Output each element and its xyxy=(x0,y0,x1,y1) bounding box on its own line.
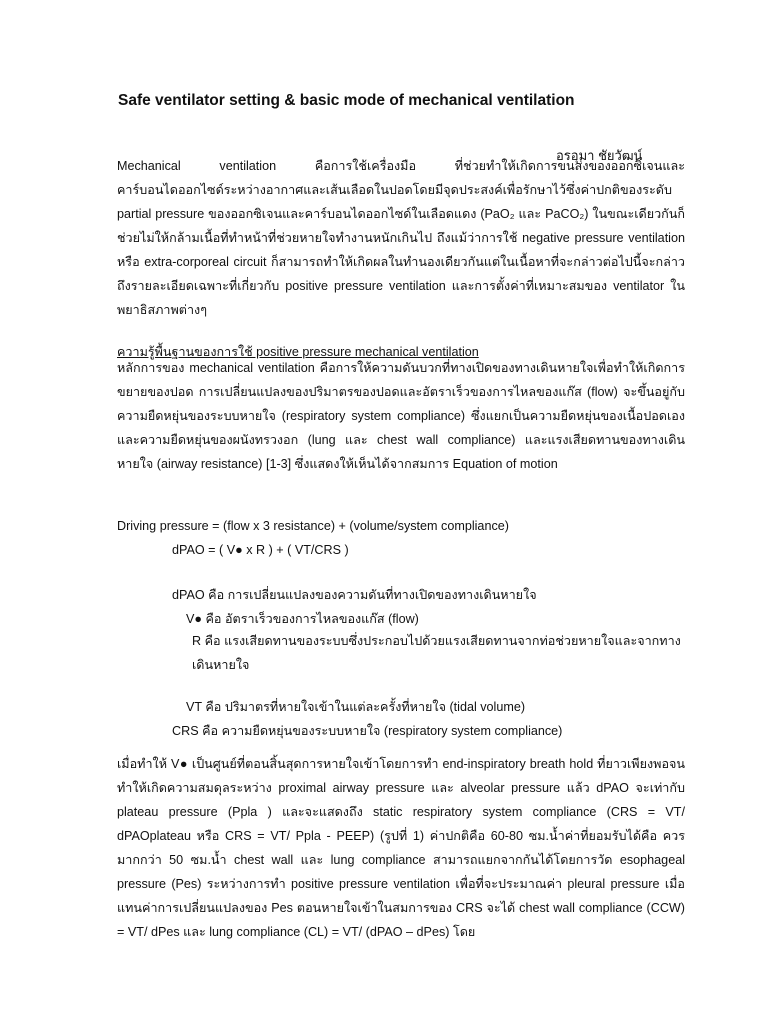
definition-tidal-volume: VT คือ ปริมาตรที่หายใจเข้าในแต่ละครั้งที่หายใจ (tidal volume) xyxy=(186,700,526,714)
section-paragraph: หลักการของ mechanical ventilation คือการให้ความดันบวกที่ทางเปิดของทางเดินหายใจเพื่อทำให้เกิดการขยายของปอด การเปลี่ยนแปลงของปริมาตรของปอดและอัตราเร็วของการไหลของแก๊ส (flow) จะขึ้นอยู่กับความยืดหยุ่นของระบบหายใจ (respiratory system compliance) ซึ่งแยกเป็นความยืดหยุ่นของเนื้อปอดเองและความยืดหยุ่นของผนังทรวงอก (lung และ chest wall compliance) และแรงเสียดทานของทางเดินหายใจ (airway resistance) [1-3] ซึ่งแสดงให้เห็นได้จากสมการ Equation of motion xyxy=(117,361,685,471)
document-title: Safe ventilator setting & basic mode of mechanical ventilation xyxy=(118,92,575,109)
definition-flow: V● คือ อัตราเร็วของการไหลของแก๊ส (flow) xyxy=(186,612,419,626)
intro-paragraph: Mechanical ventilation คือการใช้เครื่องมือ ที่ช่วยทำให้เกิดการขนส่งของออกซิเจนและคาร์บอนไดออกไซด์ระหว่างอากาศและเส้นเลือดในปอดโดยมีจุดประสงค์เพื่อรักษาไว้ซึ่งค่าปกติของระดับ partial pressure ของออกซิเจนและคาร์บอนไดออกไซด์ในเลือดแดง (PaO₂ และ PaCO₂) ในขณะเดียวกันก็ช่วยไม่ให้กล้ามเนื้อที่ทำหน้าที่ช่วยหายใจทำงานหนักเกินไป ถึงแม้ว่าการใช้ negative pressure ventilation หรือ extra-corporeal circuit ก็สามารถทำให้เกิดผลในทำนองเดียวกันแต่ในเนื้อหาที่จะกล่าวต่อไปนี้จะกล่าวถึงรายละเอียดเฉพาะที่เกี่ยวกับ positive pressure ventilation และการตั้งค่าที่เหมาะสมของ ventilator ในพยาธิสภาพต่างๆ xyxy=(117,159,685,317)
definition-compliance: CRS คือ ความยืดหยุ่นของระบบหายใจ (respiratory system compliance) xyxy=(172,724,563,738)
section-heading: ความรู้พื้นฐานของการใช้ positive pressure mechanical ventilation xyxy=(117,345,479,359)
definition-dpao: dPAO คือ การเปลี่ยนแปลงของความดันที่ทางเปิดของทางเดินหายใจ xyxy=(172,588,537,602)
driving-pressure-formula: Driving pressure = (flow x 3 resistance) + (volume/system compliance) xyxy=(117,519,509,533)
definition-resistance-text: R คือ แรงเสียดทานของระบบซึ่งประกอบไปด้วยแรงเสียดทานจากท่อช่วยหายใจและจากทางเดินหายใจ xyxy=(192,634,681,672)
final-paragraph: เมื่อทำให้ V● เป็นศูนย์ที่ตอนสิ้นสุดการหายใจเข้าโดยการทำ end-inspiratory breath hold ที่ยาวเพียงพอจนทำให้เกิดความสมดุลระหว่าง proximal airway pressure และ alveolar pressure แล้ว dPAO จะเท่ากับ plateau pressure (Ppla ) และจะแสดงถึง static respiratory system compliance (CRS = VT/ dPAOplateau หรือ CRS = VT/ Ppla - PEEP) (รูปที่ 1) ค่าปกติคือ 60-80 ซม.น้ำค่าที่ยอมรับได้คือ ควรมากกว่า 50 ซม.น้ำ chest wall และ lung compliance สามารถแยกจากกันได้โดยการวัด esophageal pressure (Pes) ระหว่างการทำ positive pressure ventilation เพื่อที่จะประมาณค่า pleural pressure เมื่อแทนค่าการเปลี่ยนแปลงของ Pes ตอนหายใจเข้าในสมการของ CRS จะได้ chest wall compliance (CCW) = VT/ dPes และ lung compliance (CL) = VT/ (dPAO – dPes) โดย xyxy=(117,757,685,939)
equation-of-motion: dPAO = ( V● x R ) + ( VT/CRS ) xyxy=(172,543,349,557)
definition-resistance xyxy=(117,629,685,677)
author-name: อรอุมา ชัยวัฒน์ xyxy=(556,148,643,163)
